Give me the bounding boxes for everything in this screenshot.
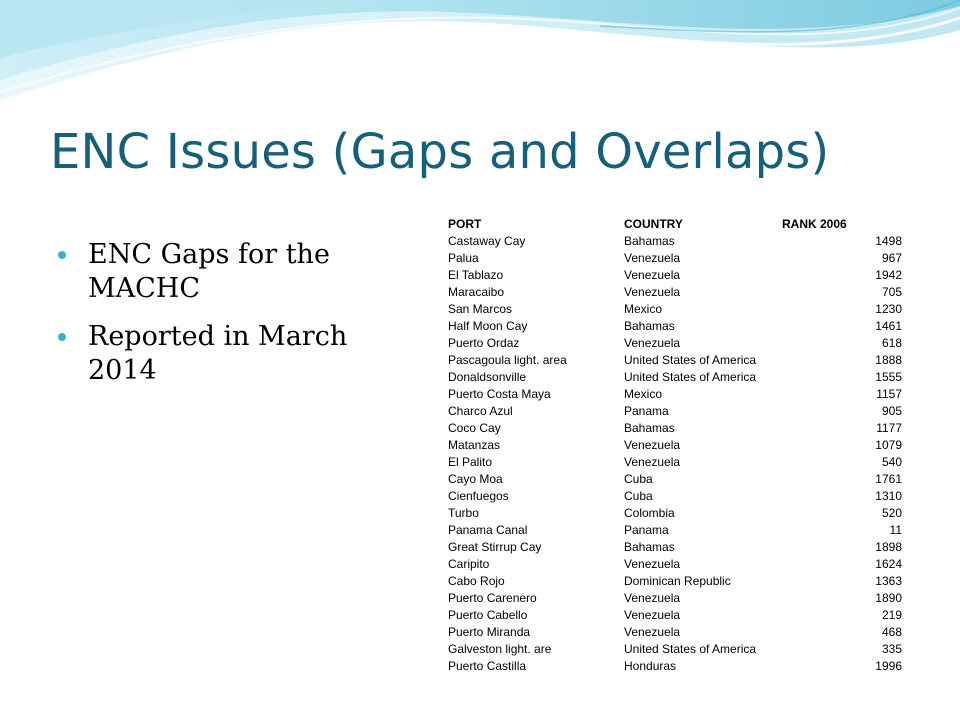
rank-cell: 1890 — [875, 591, 902, 605]
country-cell: Venezuela — [624, 268, 681, 282]
table-row — [446, 573, 908, 590]
header-rank: RANK 2006 — [782, 217, 847, 231]
rank-cell: 1461 — [875, 319, 902, 333]
rank-cell: 1157 — [876, 387, 902, 401]
table-row — [446, 641, 908, 658]
country-cell: Bahamas — [624, 421, 675, 435]
bullet-dot-icon — [58, 333, 66, 341]
rank-cell: 1177 — [876, 421, 902, 435]
bullet-text: Reported in March 2014 — [88, 321, 348, 386]
table-row — [446, 607, 908, 624]
port-cell: Caripito — [448, 557, 490, 571]
table-row — [446, 488, 908, 505]
port-cell: Puerto Cabello — [448, 608, 528, 622]
table-row — [446, 233, 908, 250]
port-cell: Turbo — [448, 506, 479, 520]
country-cell: Venezuela — [624, 608, 681, 622]
country-cell: United States of America — [624, 370, 757, 384]
port-cell: Puerto Miranda — [448, 625, 531, 639]
rank-cell: 1079 — [875, 438, 902, 452]
port-cell: Great Stirrup Cay — [448, 540, 542, 554]
bullet-item — [56, 238, 386, 306]
rank-cell: 1498 — [875, 234, 902, 248]
slide-title: ENC Issues (Gaps and Overlaps) — [50, 124, 830, 180]
table-row — [446, 352, 908, 369]
table-row — [446, 522, 908, 539]
bullet-item — [56, 320, 386, 388]
rank-cell: 1310 — [875, 489, 902, 503]
table-row — [446, 556, 908, 573]
rank-cell: 1761 — [875, 472, 902, 486]
table-row — [446, 318, 908, 335]
port-cell: Panama Canal — [448, 523, 528, 537]
country-cell: Bahamas — [624, 319, 675, 333]
country-cell: Cuba — [624, 472, 653, 486]
country-cell: Venezuela — [624, 625, 681, 639]
port-cell: Matanzas — [448, 438, 501, 452]
rank-cell: 1898 — [875, 540, 902, 554]
country-cell: Venezuela — [624, 285, 681, 299]
port-cell: Palua — [448, 251, 479, 265]
table-row — [446, 369, 908, 386]
table-row — [446, 250, 908, 267]
table-row — [446, 386, 908, 403]
country-cell: Cuba — [624, 489, 653, 503]
country-cell: Honduras — [624, 659, 677, 673]
rank-cell: 1555 — [875, 370, 902, 384]
country-cell: Venezuela — [624, 591, 681, 605]
rank-cell: 1888 — [875, 353, 902, 367]
rank-cell: 1942 — [875, 268, 902, 282]
country-cell: Bahamas — [624, 540, 675, 554]
rank-cell: 520 — [881, 506, 902, 520]
table-row — [446, 471, 908, 488]
table-row — [446, 437, 908, 454]
rank-cell: 618 — [881, 336, 902, 350]
country-cell: Venezuela — [624, 251, 681, 265]
rank-cell: 540 — [881, 455, 902, 469]
table-header-row — [446, 216, 908, 233]
header-country: COUNTRY — [624, 217, 683, 231]
port-cell: Puerto Ordaz — [448, 336, 520, 350]
country-cell: Venezuela — [624, 438, 681, 452]
country-cell: Venezuela — [624, 455, 681, 469]
bullet-text: ENC Gaps for the MACHC — [88, 239, 330, 304]
country-cell: Panama — [624, 404, 669, 418]
bullet-dot-icon — [58, 251, 66, 259]
port-cell: Half Moon Cay — [448, 319, 528, 333]
port-cell: Charco Azul — [448, 404, 513, 418]
country-cell: United States of America — [624, 642, 757, 656]
port-cell: Coco Cay — [448, 421, 501, 435]
port-cell: Puerto Castilla — [448, 659, 527, 673]
table-body — [446, 233, 908, 675]
rank-cell: 1624 — [875, 557, 902, 571]
port-cell: Cabo Rojo — [448, 574, 505, 588]
country-cell: Mexico — [624, 387, 663, 401]
country-cell: United States of America — [624, 353, 757, 367]
port-cell: El Tablazo — [448, 268, 504, 282]
rank-cell: 468 — [881, 625, 902, 639]
port-cell: Maracaibo — [448, 285, 505, 299]
rank-cell: 705 — [881, 285, 902, 299]
country-cell: Mexico — [624, 302, 663, 316]
port-cell: San Marcos — [448, 302, 513, 316]
port-cell: El Palito — [448, 455, 493, 469]
rank-cell: 967 — [881, 251, 902, 265]
bullet-list — [56, 238, 386, 402]
port-cell: Puerto Costa Maya — [448, 387, 551, 401]
port-cell: Castaway Cay — [448, 234, 526, 248]
port-cell: Cienfuegos — [448, 489, 509, 503]
table-row — [446, 284, 908, 301]
table-row — [446, 403, 908, 420]
rank-cell: 1230 — [875, 302, 902, 316]
country-cell: Bahamas — [624, 234, 675, 248]
port-cell: Pascagoula light. area — [448, 353, 567, 367]
port-cell: Puerto Carenero — [448, 591, 537, 605]
country-cell: Dominican Republic — [624, 574, 731, 588]
country-cell: Venezuela — [624, 557, 681, 571]
port-cell: Cayo Moa — [448, 472, 503, 486]
table-row — [446, 658, 908, 675]
table-row — [446, 301, 908, 318]
port-rank-table — [446, 216, 908, 675]
table-row — [446, 335, 908, 352]
header-port: PORT — [448, 217, 482, 231]
table-row — [446, 454, 908, 471]
country-cell: Venezuela — [624, 336, 681, 350]
port-cell: Galveston light. are — [448, 642, 552, 656]
table-row — [446, 539, 908, 556]
table-row — [446, 420, 908, 437]
table-row — [446, 624, 908, 641]
rank-cell: 1363 — [875, 574, 902, 588]
table-row — [446, 590, 908, 607]
rank-cell: 11 — [889, 523, 902, 537]
country-cell: Panama — [624, 523, 669, 537]
country-cell: Colombia — [624, 506, 675, 520]
rank-cell: 905 — [881, 404, 902, 418]
table-row — [446, 505, 908, 522]
header-wave-decoration — [0, 0, 960, 110]
rank-cell: 1996 — [875, 659, 902, 673]
port-cell: Donaldsonville — [448, 370, 527, 384]
rank-cell: 335 — [881, 642, 902, 656]
table-row — [446, 267, 908, 284]
rank-cell: 219 — [881, 608, 902, 622]
